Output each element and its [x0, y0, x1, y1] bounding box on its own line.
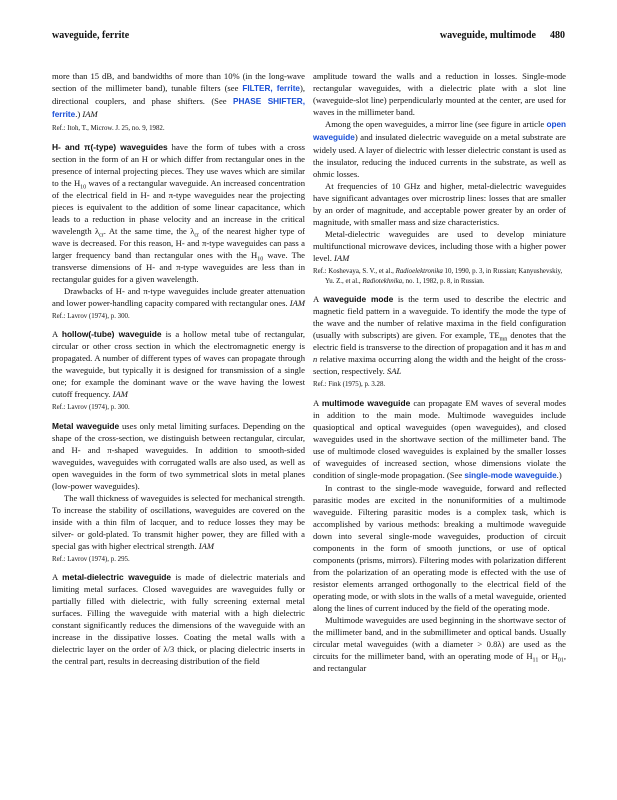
link-open-waveguide[interactable]: open waveguide — [313, 120, 566, 142]
text: have the form of tubes with a cross section in the form of an H or which differ from rectangular ones in the presence of internal projecting pieces. They use waves which are similar to the H — [52, 141, 306, 188]
paragraph — [313, 614, 566, 674]
text: Ref.: Koshevaya, S. V., et al., — [313, 268, 396, 275]
header-right-term: waveguide, multimode — [439, 30, 536, 41]
entry-metal-waveguide — [52, 420, 305, 492]
entry-hollow-waveguide — [52, 328, 305, 400]
text: A — [313, 294, 324, 304]
left-column — [52, 70, 305, 667]
text: .) — [556, 469, 562, 480]
text: is made of dielectric materials and limiting metal surfaces. Closed waveguides are waveguides fully or partially filled with dielectric, with fully screening external metal surfaces. Filling the waveguide with material with a high dielectric constant significantly reduces the dimensions of the waveguide with an increase in the dissipative losses. Coating the metal walls with a dielectric layer on the order of λ/3 thick, or placing dielectric inserts in the central part, results in decreasing distribution of the field — [52, 572, 305, 666]
text: , no. 1, 1982, p. 8, in Russian. — [402, 277, 485, 285]
running-header — [0, 30, 617, 46]
entry-metal-dielectric-waveguide — [52, 571, 305, 667]
subscript: 11 — [532, 657, 539, 664]
journal-title: Radiotekhnika — [362, 277, 403, 285]
entry-term: multimode waveguide — [321, 397, 411, 408]
reference: Ref.: Itoh, T., Microw. J. 25, no. 9, 1982. — [52, 125, 165, 132]
text: of the nearest higher type of wave is decreased. For this reason, H- and π-type waveguides can pass a larger frequency band than rectangular ones with the H — [52, 225, 305, 260]
text: can propagate EM waves of several modes in addition to the main mode. Multimode waveguides include quasioptical and optical waveguides (open waveguides), and closed waveguides used in the shortwave section of the millimeter band. The use of multimode closed waveguides is explained by the smaller losses of waveguides of increased section, whose dimensions violate the condition of single-mode propagation. (See — [313, 397, 566, 480]
text: more than 15 dB, and bandwidths of more than 10% (in the long-wave section of the millimeter band), tunable filters (see — [52, 71, 305, 93]
author-initials: IAM — [112, 389, 128, 399]
link-phase-shifter-ferrite[interactable]: PHASE SHIFTER, ferrite — [52, 97, 305, 119]
subscript: mn — [499, 336, 508, 343]
journal-title: Radioelektronika — [395, 268, 443, 275]
reference: Ref.: Lavrov (1974), p. 300. — [52, 404, 130, 411]
paragraph — [52, 70, 305, 121]
subscript: cr — [99, 232, 104, 239]
entry-term: H- and π(-type) waveguides — [52, 141, 168, 152]
text: ), directional couplers, and phase shifters. (See — [52, 83, 306, 106]
entry-waveguide-mode — [313, 293, 566, 377]
text: waves of a rectangular waveguide. An increased concentration of the electrical field in H- and π-type waveguides near the projecting pieces is equivalent to the addition of some linear capacitance, which leads to a reduction in phase velocity and an increase in the critical wavelength λ — [52, 177, 305, 236]
header-right — [440, 30, 565, 41]
text: .) — [75, 109, 83, 119]
text: , and rectangular — [313, 650, 567, 673]
text: and — [551, 342, 566, 352]
text: wave. The transverse dimensions of H- and π-type waveguides are less than in rectangular guides for a given wavelength. — [52, 249, 305, 284]
link-single-mode-waveguide[interactable]: single-mode waveguide — [464, 470, 557, 480]
right-column — [313, 70, 566, 674]
paragraph: At frequencies of 10 GHz and higher, metal-dielectric waveguides have significant advantages over microstrip lines: losses that are smaller by an order of magnitude, and acceptable power greater by an order of magnitude, with smaller mass and size characteristics. — [313, 181, 566, 227]
text: A — [52, 329, 62, 339]
text: denotes that the electric field is transverse to the direction of propagation and it has — [313, 330, 566, 352]
paragraph — [313, 118, 566, 180]
variable: m — [545, 342, 552, 352]
text: . At the same time, the λ — [103, 225, 195, 236]
entry-term: hollow(-tube) waveguide — [61, 329, 162, 339]
author-initials: IAM — [82, 109, 98, 119]
text: A — [52, 572, 63, 582]
entry-term: waveguide mode — [323, 294, 394, 304]
reference — [313, 267, 566, 286]
text: The wall thickness of waveguides is selected for mechanical strength. To increase the stability of oscillations, waveguides are covered on the inside with a thin film of lacquer, and to reduce losses they may be silver- or gold-plated. To transmit higher power, they are filled with a special gas with higher electrical strength. — [52, 492, 305, 551]
entry-term: metal-dielectric waveguide — [62, 572, 172, 582]
reference: Ref.: Fink (1975), p. 3.28. — [313, 381, 386, 388]
paragraph: amplitude toward the walls and a reduction in losses. Single-mode rectangular waveguides, with a dielectric plate with a slot line (waveguide-slot line) perpendicularly mounted at the center, are used for waves in the millimeter band. — [313, 71, 566, 117]
subscript: cr — [194, 232, 200, 239]
reference: Ref.: Lavrov (1974), p. 300. — [52, 312, 130, 320]
variable: n — [313, 354, 318, 364]
entry-h-pi-waveguides — [52, 141, 305, 285]
header-left-term: waveguide, ferrite — [52, 30, 130, 41]
text: Drawbacks of H- and π-type waveguides include greater attenuation and lower power-handling capacity compared with rectangular ones. — [52, 285, 305, 308]
author-initials: SAL — [386, 366, 402, 376]
paragraph — [52, 492, 305, 552]
text: 10, 1990, p. 3, in Russian; Kanyushevskiy, Yu. Z., et al., — [325, 268, 563, 285]
text: or H — [538, 650, 558, 661]
text: is the term used to describe the electric and magnetic field pattern in a waveguide. To identify the mode the type of the wave and the number of relative maxima in the field configuration (usually with subscripts) are given. For example, TE — [313, 294, 566, 340]
paragraph: In contrast to the single-mode waveguide, forward and reflected parasitic modes are excited in the nonuniformities of a multimode waveguide. Filtering parasitic modes is a complex task, which is accomplished by various methods: breaking a multimode waveguide down into several single-mode waveguides, production of circuit components in the form of smooth junctions, or use of optical components (prisms, mirrors). Filtering modes with polarization different from the polarization of an operating mode is effected with the use of resistor elements arranged orthogonally to the electrical field of the operating mode, or with slots in the walls of a metal waveguide, oriented along the lines of current induced by the field of the operating mode. — [313, 482, 566, 613]
text: Among the open waveguides, a mirror line (see figure in article — [325, 119, 547, 129]
subscript: 10 — [257, 256, 264, 263]
page-number: 480 — [550, 30, 565, 41]
text: Metal-dielectric waveguides are used to develop miniature multifunctional microwave devices, including those with a higher power level. — [313, 229, 566, 263]
text: Multimode waveguides are used beginning in the shortwave sector of the millimeter band, and in the submillimeter and optical bands. Usually circular metal waveguides (with a diameter > 0.8λ) are used as the circuits for the millimeter band, with an operating mode of H — [313, 614, 566, 661]
reference: Ref.: Lavrov (1974), p. 295. — [52, 555, 130, 563]
text: A — [313, 397, 322, 408]
text: uses only metal limiting surfaces. Depending on the shape of the cross-section, we distinguish between rectangular, circular, and H- and π-shaped waveguides. In addition to smooth-sided waveguides, waveguides with corrugated walls are also used, as well as open waveguides in the form of two symmetrical slots in metal planes (low-power waveguides). — [52, 420, 305, 491]
subscript: 10 — [80, 184, 87, 191]
paragraph — [313, 228, 566, 264]
paragraph — [52, 285, 305, 309]
author-initials: IAM — [334, 253, 350, 263]
text: is a hollow metal tube of rectangular, circular or other cross section in which the electromagnetic energy is propagated. A number of different types of waves can propagate through the waveguide, but typically it is designed for transmission of a single one; for example the dominant wave or the wave having the lowest cutoff frequency. — [52, 329, 305, 399]
entry-multimode-waveguide — [313, 397, 566, 482]
author-initials: IAM — [198, 540, 215, 551]
link-filter-ferrite[interactable]: FILTER, ferrite — [242, 84, 300, 93]
author-initials: IAM — [289, 297, 306, 308]
entry-term: Metal waveguide — [52, 420, 120, 431]
text: relative maxima occurring along the width and the height of the cross-section, respectively. — [313, 354, 566, 376]
text: ) and insulated dielectric waveguide on a metal substrate are widely used. A layer of dielectric with lesser dielectric constant is used as the insulator, reducing the induced currents in the substrate, as well as ohmic losses. — [313, 132, 566, 179]
subscript: 01 — [557, 657, 564, 664]
